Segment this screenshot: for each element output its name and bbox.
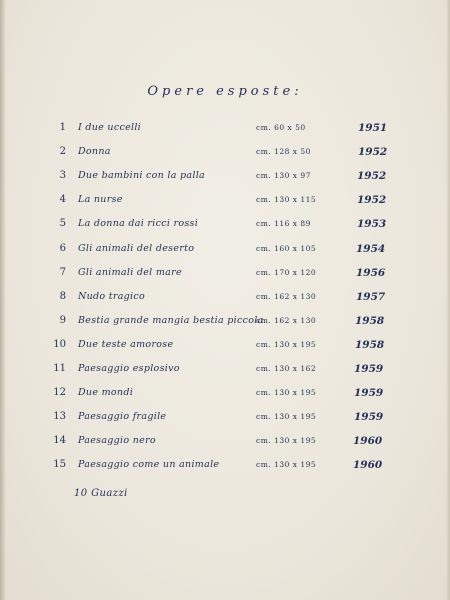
work-number: 11 bbox=[53, 363, 66, 374]
work-year: 1958 bbox=[355, 338, 385, 351]
work-number: 4 bbox=[59, 194, 66, 206]
work-year: 1951 bbox=[358, 122, 388, 134]
work-title: Due bambini con la palla bbox=[78, 170, 206, 182]
work-year: 1957 bbox=[356, 290, 386, 303]
work-number: 12 bbox=[53, 387, 66, 399]
work-number: 1 bbox=[59, 122, 66, 133]
work-row bbox=[0, 385, 450, 401]
work-number: 7 bbox=[59, 266, 66, 278]
work-title: La donna dai ricci rossi bbox=[78, 218, 199, 230]
work-dimensions: cm. 130 x 195 bbox=[256, 388, 317, 398]
work-number: 5 bbox=[59, 218, 66, 230]
work-title: Paesaggio fragile bbox=[78, 411, 167, 423]
work-dimensions: cm. 130 x 115 bbox=[256, 195, 317, 205]
work-dimensions: cm. 128 x 50 bbox=[256, 147, 311, 157]
work-dimensions: cm. 116 x 89 bbox=[256, 219, 311, 229]
work-year: 1958 bbox=[355, 314, 385, 327]
work-year: 1953 bbox=[357, 218, 387, 231]
work-title: La nurse bbox=[78, 194, 123, 206]
page-heading: Opere esposte: bbox=[147, 84, 303, 99]
work-dimensions: cm. 130 x 162 bbox=[256, 364, 317, 373]
work-title: Due teste amorose bbox=[78, 338, 174, 350]
work-year: 1959 bbox=[354, 363, 384, 375]
work-row bbox=[0, 313, 450, 329]
work-year: 1952 bbox=[357, 194, 387, 207]
work-title: Donna bbox=[78, 146, 111, 158]
work-title: Paesaggio nero bbox=[78, 435, 156, 447]
work-row bbox=[0, 409, 450, 425]
work-number: 3 bbox=[59, 170, 66, 182]
work-number: 6 bbox=[59, 242, 66, 254]
work-dimensions: cm. 60 x 50 bbox=[256, 123, 306, 132]
work-row bbox=[0, 144, 450, 160]
work-title: I due uccelli bbox=[78, 122, 142, 133]
work-row bbox=[0, 192, 450, 208]
work-number: 15 bbox=[53, 459, 66, 471]
work-dimensions: cm. 130 x 195 bbox=[256, 436, 317, 446]
work-number: 8 bbox=[59, 290, 66, 302]
work-title: Gli animali del deserto bbox=[78, 242, 195, 254]
work-title: Paesaggio esplosivo bbox=[78, 363, 180, 374]
work-year: 1960 bbox=[353, 435, 383, 448]
work-number: 14 bbox=[53, 435, 66, 447]
work-row bbox=[0, 457, 450, 473]
work-year: 1956 bbox=[356, 266, 386, 279]
work-row bbox=[0, 361, 450, 377]
work-dimensions: cm. 170 x 120 bbox=[256, 267, 317, 277]
work-year: 1952 bbox=[358, 146, 388, 159]
work-number: 13 bbox=[53, 411, 66, 423]
work-row bbox=[0, 120, 450, 136]
work-row bbox=[0, 265, 450, 281]
work-number: 2 bbox=[59, 146, 66, 158]
work-row bbox=[0, 216, 450, 232]
work-year: 1954 bbox=[356, 242, 386, 255]
work-dimensions: cm. 130 x 97 bbox=[256, 171, 311, 181]
work-row bbox=[0, 433, 450, 449]
work-row bbox=[0, 168, 450, 184]
footer-note: 10 Guazzi bbox=[74, 488, 128, 499]
work-title: Nudo tragico bbox=[78, 290, 146, 302]
work-row bbox=[0, 241, 450, 257]
work-title: Gli animali del mare bbox=[78, 266, 182, 278]
work-year: 1960 bbox=[353, 459, 383, 472]
work-dimensions: cm. 130 x 195 bbox=[256, 339, 317, 349]
work-row bbox=[0, 289, 450, 305]
work-title: Paesaggio come un animale bbox=[78, 459, 220, 471]
work-dimensions: cm. 160 x 105 bbox=[256, 243, 317, 253]
work-dimensions: cm. 130 x 195 bbox=[256, 460, 317, 470]
work-number: 10 bbox=[53, 338, 66, 350]
work-row bbox=[0, 337, 450, 353]
work-dimensions: cm. 162 x 130 bbox=[256, 315, 317, 325]
work-title: Due mondi bbox=[78, 387, 134, 399]
work-number: 9 bbox=[59, 314, 66, 326]
work-title: Bestia grande mangia bestia piccola bbox=[78, 314, 264, 326]
work-year: 1952 bbox=[357, 170, 387, 183]
work-year: 1959 bbox=[354, 387, 384, 400]
work-dimensions: cm. 130 x 195 bbox=[256, 412, 317, 422]
work-dimensions: cm. 162 x 130 bbox=[256, 291, 317, 301]
work-year: 1959 bbox=[354, 411, 384, 424]
